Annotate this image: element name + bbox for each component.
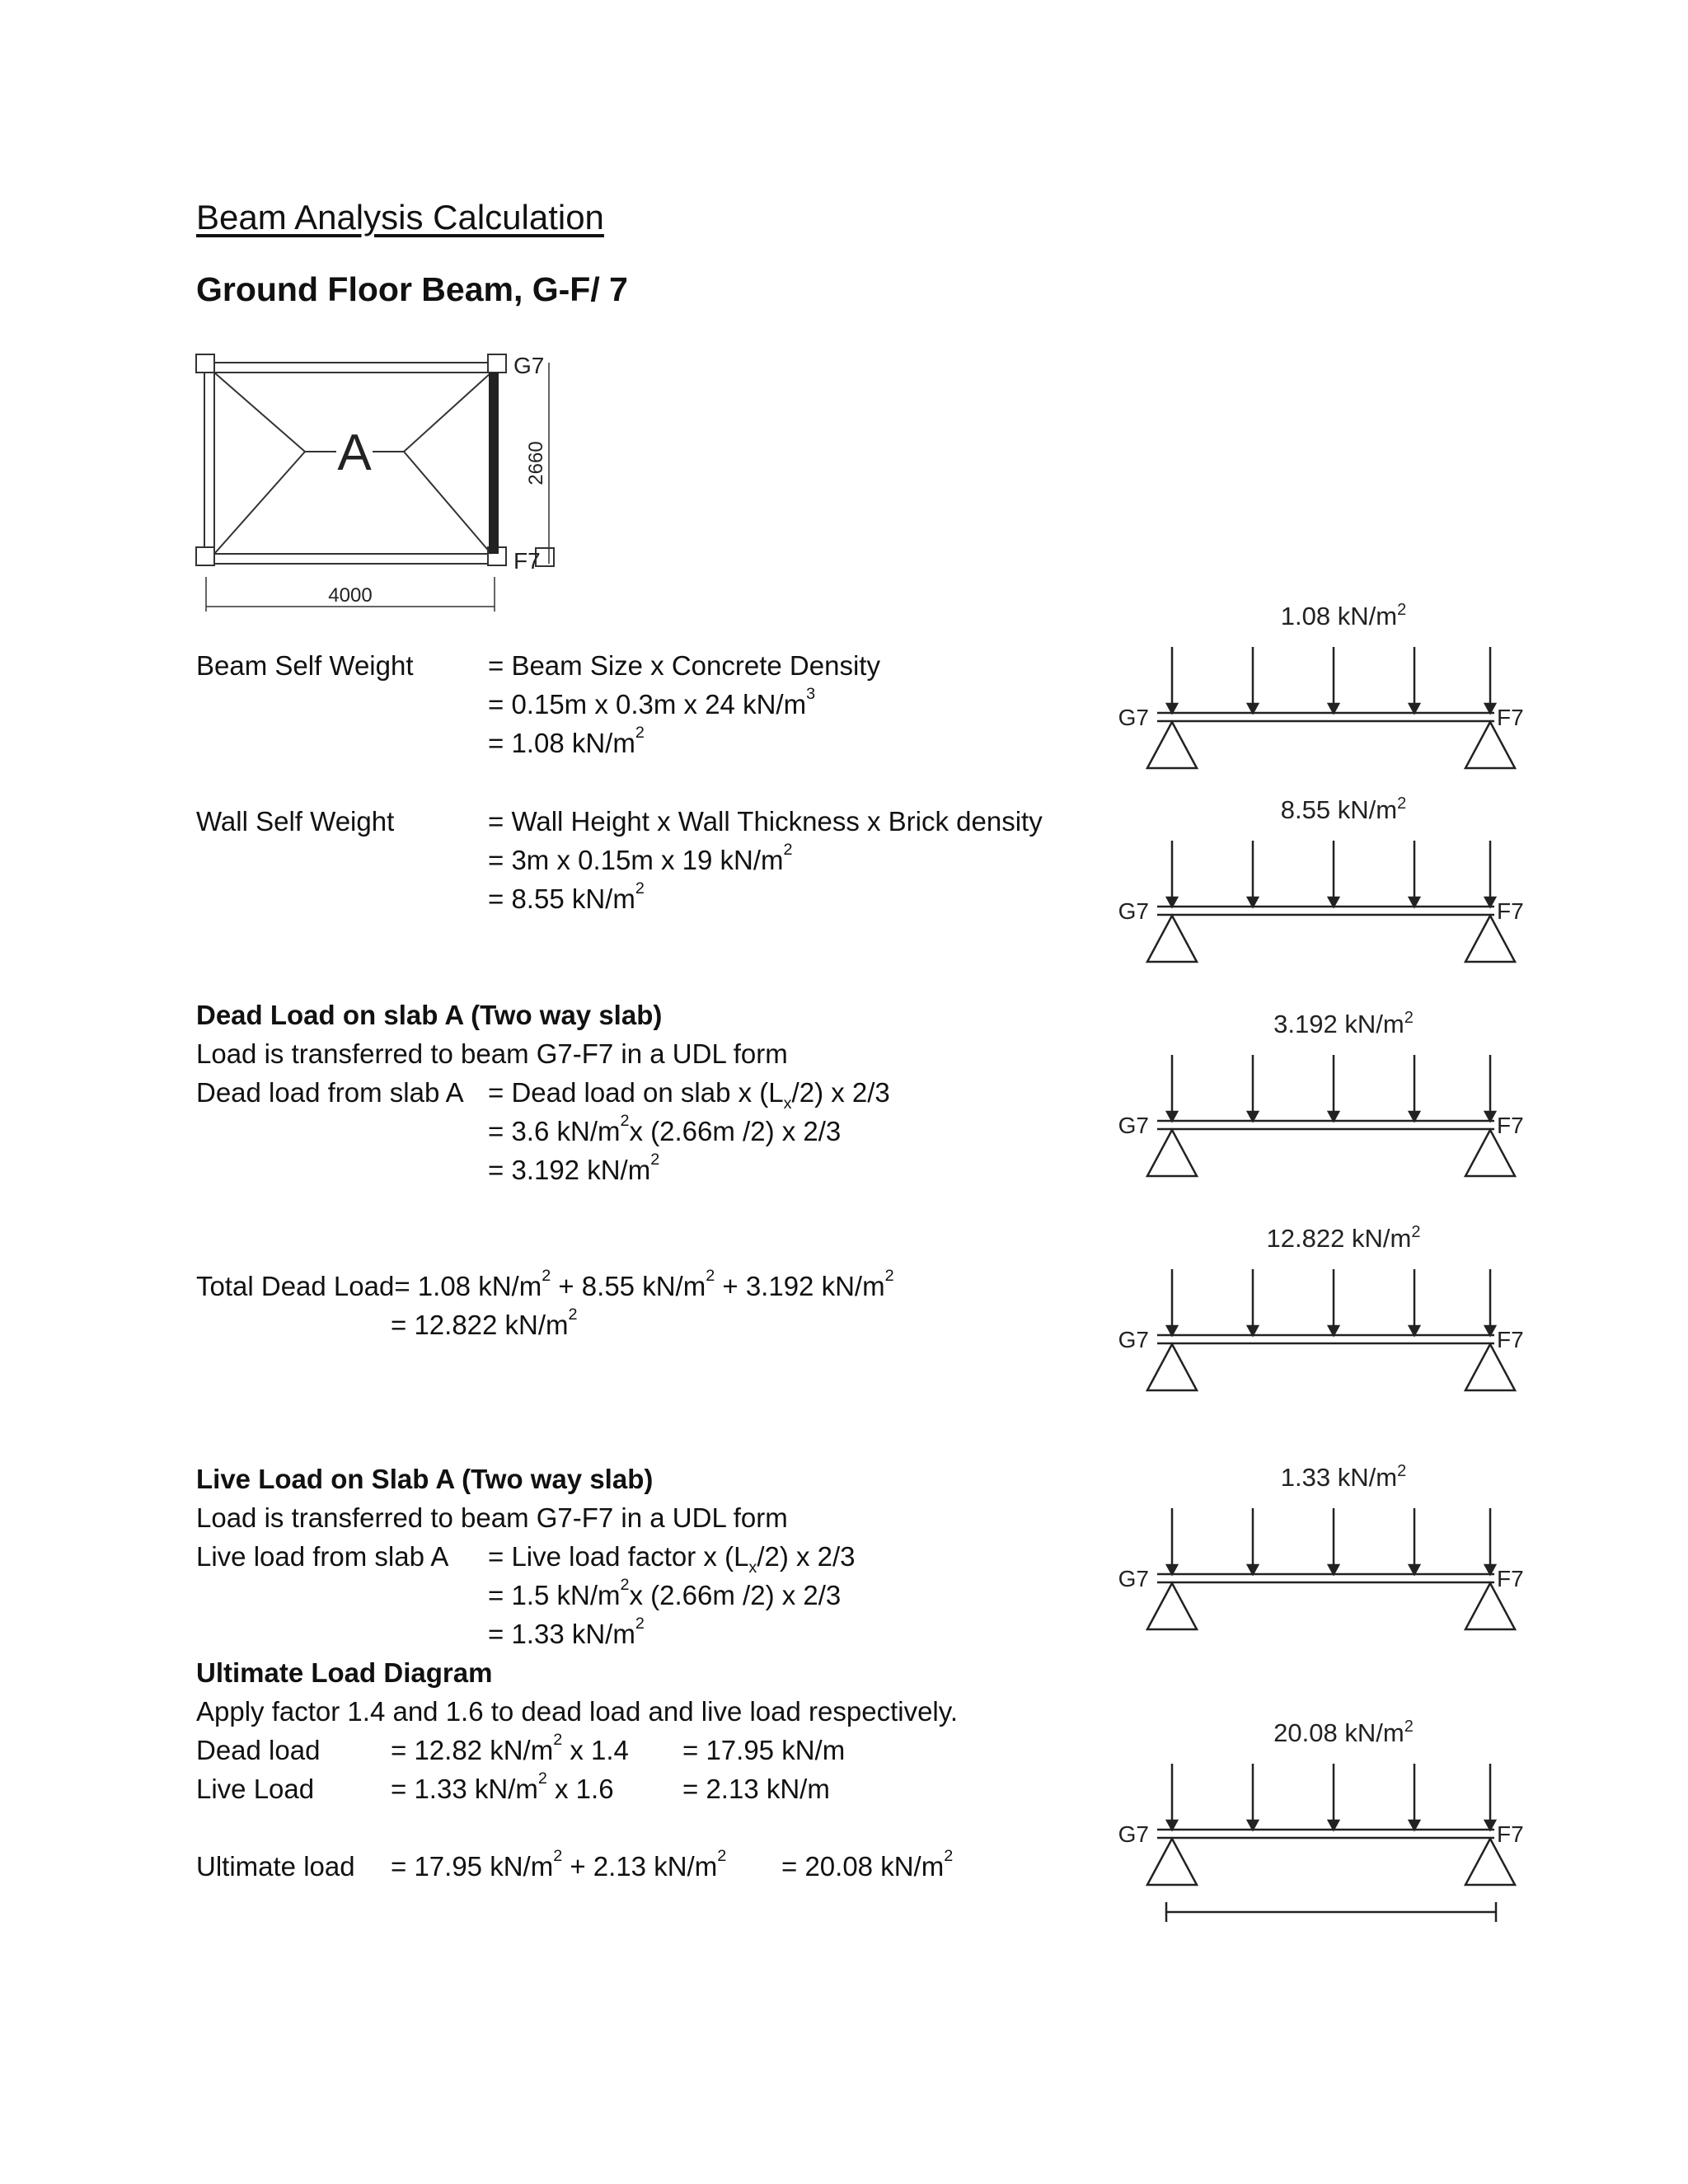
right-node-label: F7 [1497, 1566, 1524, 1591]
beam-diagram-4 [1118, 1223, 1524, 1446]
load-arrow [1329, 1508, 1339, 1574]
beam-line [1157, 1574, 1494, 1582]
load-arrow [1248, 1055, 1258, 1121]
load-arrow [1329, 647, 1339, 713]
load-arrow [1248, 647, 1258, 713]
pin-support [1147, 1344, 1197, 1390]
live-load-transfer-text: Load is transferred to beam G7-F7 in a UDL form [196, 1502, 788, 1533]
load-arrow [1485, 841, 1495, 907]
page-title: Beam Analysis Calculation [196, 198, 604, 237]
load-arrow [1167, 1508, 1177, 1574]
node-g7-label: G7 [513, 353, 545, 378]
load-arrow [1248, 1508, 1258, 1574]
pin-support [1147, 1839, 1197, 1885]
live-load-line3: = 1.33 $kN/m^2$ [488, 1615, 645, 1649]
ultimate-live-calc: = 1.33 $kN/m^2$ x 1.6 [391, 1769, 614, 1804]
ultimate-dead-result: = 17.95 kN/m [682, 1735, 846, 1765]
dead-load-heading: Dead Load on slab A (Two way slab) [196, 1000, 663, 1030]
ultimate-load-calc: = 17.95 $kN/m^2 + 2.13$ $kN/m^2$ [391, 1847, 727, 1882]
left-node-label: G7 [1118, 1821, 1149, 1847]
load-arrow [1485, 1508, 1495, 1574]
load-arrow [1409, 1764, 1419, 1830]
dim-horizontal-label: 4000 [328, 584, 373, 607]
left-node-label: G7 [1118, 705, 1149, 730]
load-arrow [1248, 841, 1258, 907]
load-arrow [1485, 1055, 1495, 1121]
udl-value-label: 12.822 $kN/m^2$ [1266, 1223, 1421, 1253]
live-load-label: Live load from slab A [196, 1541, 449, 1572]
load-arrow [1167, 841, 1177, 907]
left-node-label: G7 [1118, 1113, 1149, 1138]
dead-load-line1: = Dead load on slab x $(L_x/2)$ x 2/3 [488, 1077, 890, 1113]
load-arrow [1248, 1269, 1258, 1335]
load-arrow [1485, 647, 1495, 713]
slab-label: A [337, 424, 372, 481]
left-node-label: G7 [1118, 1327, 1149, 1352]
beam-subtitle: Ground Floor Beam, G-F/ 7 [196, 270, 628, 308]
live-load-line2: = 1.5 $kN/m^2x$ (2.66m /2) x 2/3 [488, 1576, 842, 1610]
total-dead-load-result: = 12.822 $kN/m^2$ [391, 1305, 578, 1340]
right-node-label: F7 [1497, 1821, 1524, 1847]
ultimate-dead-label: Dead load [196, 1735, 321, 1765]
beam-diagram-3 [1118, 1009, 1524, 1228]
live-load-line1: = Live load factor x $(L_x/2)$ x 2/3 [488, 1541, 856, 1577]
load-arrow [1409, 1269, 1419, 1335]
load-arrow [1409, 647, 1419, 713]
load-arrow [1329, 1055, 1339, 1121]
ultimate-live-label: Live Load [196, 1774, 315, 1804]
span-dimension-line [1166, 1902, 1496, 1922]
pin-support [1147, 1583, 1197, 1629]
beam-self-weight-line3: = 1.08 $kN/m^2$ [488, 724, 645, 758]
right-node-label: F7 [1497, 705, 1524, 730]
dead-load-line2: = 3.6 $kN/m^2x$ (2.66m /2) x 2/3 [488, 1112, 842, 1146]
load-arrow [1167, 1764, 1177, 1830]
ultimate-heading: Ultimate Load Diagram [196, 1657, 493, 1688]
ultimate-load-label: Ultimate load [196, 1851, 355, 1882]
beam-line [1157, 907, 1494, 915]
load-arrow [1248, 1764, 1258, 1830]
ultimate-factor-text: Apply factor 1.4 and 1.6 to dead load and live load respectively. [196, 1696, 958, 1727]
udl-value-label: 3.192 $kN/m^2$ [1273, 1009, 1414, 1038]
udl-value-label: 1.08 $kN/m^2$ [1280, 601, 1407, 630]
pin-support [1147, 916, 1197, 962]
beam-self-weight-line2: = 0.15m x 0.3m x 24 $kN/m^3$ [488, 685, 816, 719]
ultimate-load-result: = 20.08 $kN/m^2$ [781, 1847, 954, 1882]
load-arrow [1409, 1055, 1419, 1121]
beam-line [1157, 713, 1494, 721]
beam-line [1157, 1830, 1494, 1838]
udl-value-label: 8.55 $kN/m^2$ [1280, 794, 1407, 824]
beam-line [1157, 1335, 1494, 1343]
wall-self-weight-label: Wall Self Weight [196, 806, 395, 837]
live-load-heading: Live Load on Slab A (Two way slab) [196, 1464, 654, 1494]
load-arrow [1409, 1508, 1419, 1574]
load-arrow [1167, 1055, 1177, 1121]
dead-load-line3: = 3.192 $kN/m^2$ [488, 1151, 660, 1185]
wall-self-weight-line1: = Wall Height x Wall Thickness x Brick density [488, 806, 1043, 837]
load-arrow [1329, 1764, 1339, 1830]
dead-load-label: Dead load from slab A [196, 1077, 464, 1108]
dim-vertical-label: 2660 [525, 441, 547, 485]
pin-support [1147, 722, 1197, 768]
wall-self-weight-line2: = 3m x 0.15m x 19 $kN/m^2$ [488, 841, 793, 875]
right-node-label: F7 [1497, 1113, 1524, 1138]
beam-diagram-1 [1118, 601, 1524, 816]
ultimate-dead-calc: = 12.82 $kN/m^2$ x 1.4 [391, 1731, 629, 1765]
load-arrow [1167, 1269, 1177, 1335]
load-arrow [1485, 1764, 1495, 1830]
beam-diagram-5 [1118, 1462, 1524, 1685]
right-node-label: F7 [1497, 898, 1524, 924]
load-arrow [1485, 1269, 1495, 1335]
beam-diagram-6 [1118, 1710, 1524, 1924]
ultimate-live-result: = 2.13 kN/m [682, 1774, 830, 1804]
total-dead-load-line: Total Dead Load= 1.08 $kN/m^2 + 8.55$ $kN/m^2 + 3.192$ $kN/m^2$ [196, 1267, 894, 1301]
beam-self-weight-line1: = Beam Size x Concrete Density [488, 650, 880, 681]
dead-load-transfer-text: Load is transferred to beam G7-F7 in a UDL form [196, 1038, 788, 1069]
load-arrow [1167, 647, 1177, 713]
wall-self-weight-line3: = 8.55 $kN/m^2$ [488, 879, 645, 914]
right-node-label: F7 [1497, 1327, 1524, 1352]
load-arrow [1409, 841, 1419, 907]
pin-support [1147, 1130, 1197, 1176]
udl-value-label: 20.08 $kN/m^2$ [1273, 1718, 1414, 1747]
left-node-label: G7 [1118, 898, 1149, 924]
beam-self-weight-label: Beam Self Weight [196, 650, 414, 681]
udl-value-label: 1.33 $kN/m^2$ [1280, 1462, 1407, 1492]
beam-diagram-2 [1118, 794, 1524, 1018]
load-arrow [1329, 1269, 1339, 1335]
beam-line [1157, 1121, 1494, 1129]
load-arrow [1329, 841, 1339, 907]
left-node-label: G7 [1118, 1566, 1149, 1591]
node-f7-label: F7 [513, 548, 541, 574]
